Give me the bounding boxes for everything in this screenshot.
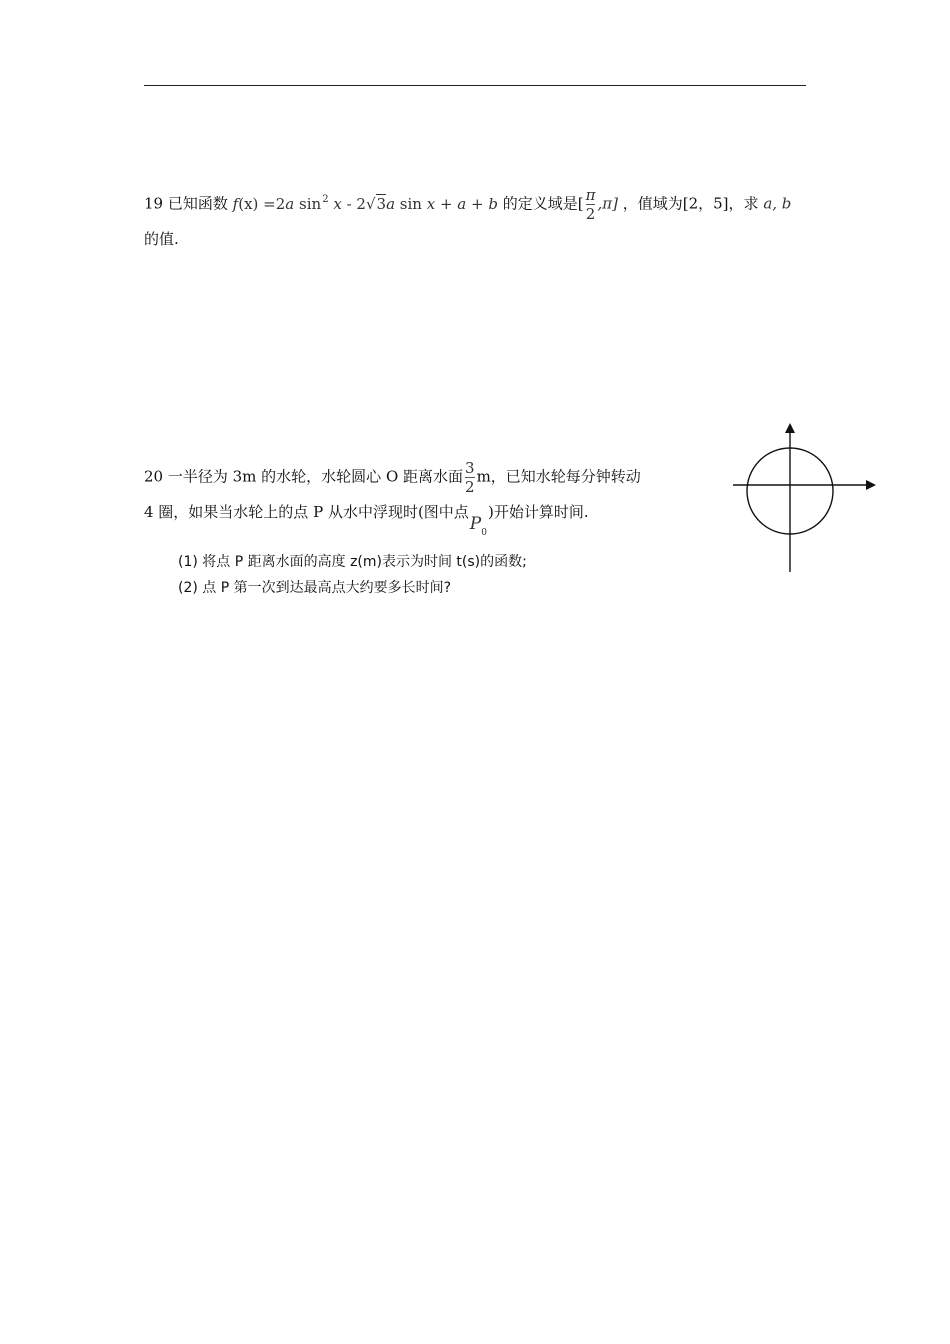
q20-line2 [144, 502, 589, 543]
q19-line2: 的值. [144, 230, 179, 248]
q19-line1 [144, 187, 791, 222]
q20-number: 20 [144, 467, 164, 486]
q19-number: 19 [144, 194, 164, 213]
q19-vars: a, b [763, 194, 792, 213]
q20-text1: 一半径为 3m 的水轮，水轮圆心 O 距离水面 [167, 467, 464, 486]
q20-p0: $P_0$ [469, 514, 487, 538]
q19-lead: 已知函数 [167, 194, 228, 213]
q20-text2a: 4 圈，如果当水轮上的点 P 从水中浮现时(图中点 [144, 503, 469, 521]
q20-fraction: $\frac{3}{2}$ [465, 459, 475, 496]
waterwheel-figure [728, 418, 888, 578]
y-axis-arrow [785, 423, 795, 433]
q19-domain-end: ,π] [597, 194, 618, 213]
q19-domain-fraction: $\frac{\pi}{2}$ [585, 186, 596, 223]
x-axis-arrow [866, 480, 876, 490]
q20-text2b: )开始计算时间. [487, 503, 589, 521]
q20-item-1: (1) 将点 P 距离水面的高度 z(m)表示为时间 t(s)的函数; [178, 554, 527, 570]
q19-range-text: ，值域为[2，5]，求 [622, 194, 759, 213]
q19-domain-text: 的定义域是[ [502, 194, 584, 213]
header-rule [144, 85, 806, 86]
q19-formula: f(x) =2a $\sin^2 x - 2√3a$ sin x + a + b [232, 193, 498, 213]
q20-item-2: (2) 点 P 第一次到达最高点大约要多长时间? [178, 580, 452, 596]
q20-line1 [144, 460, 641, 495]
q20-text1b: m，已知水轮每分钟转动 [476, 467, 641, 486]
